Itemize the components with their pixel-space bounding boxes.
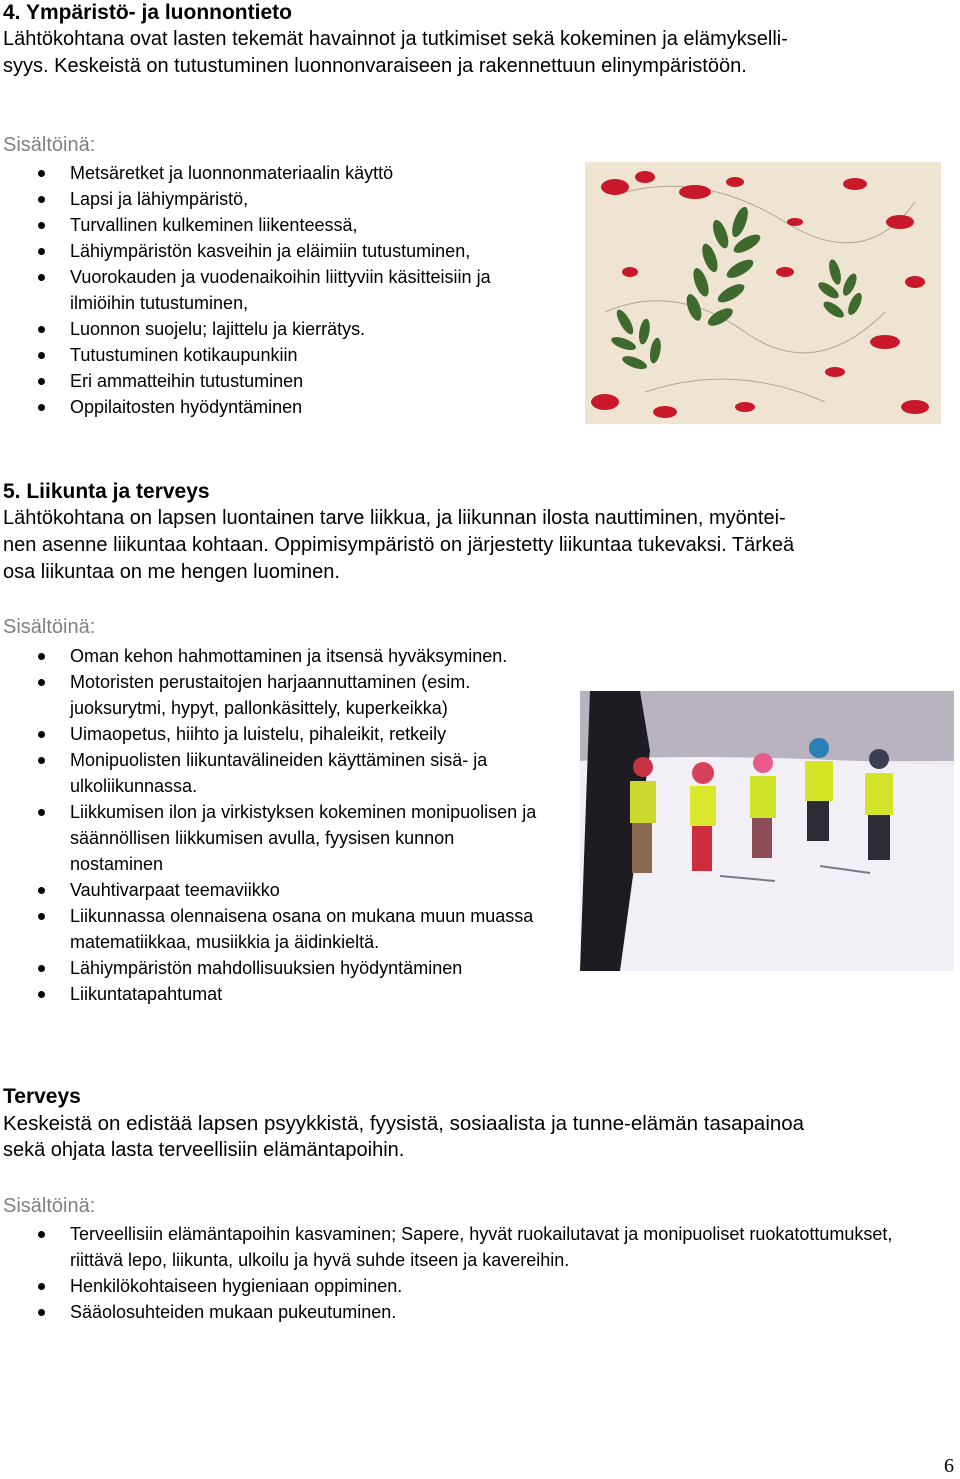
- section4-contents-label: Sisältöinä:: [3, 134, 96, 156]
- list-item: Tutustuminen kotikaupunkiin: [0, 342, 570, 368]
- section-title: Terveys: [3, 1085, 81, 1108]
- list-item: Vauhtivarpaat teemaviikko: [0, 877, 610, 903]
- health-contents-label: Sisältöinä:: [3, 1195, 96, 1217]
- list-item: Liikunnassa olennaisena osana on mukana muun muassa matematiikkaa, musiikkia ja äidinkieltä.: [0, 903, 550, 955]
- page-number: 6: [944, 1455, 954, 1477]
- section-ympäristö: [3, 0, 953, 80]
- intro-line: syys. Keskeistä on tutustuminen luonnonvaraiseen ja rakennettuun elinympäristöön.: [3, 55, 747, 77]
- leaf-artwork-photo: [585, 162, 941, 424]
- list-item: Eri ammatteihin tutustuminen: [0, 368, 570, 394]
- intro-line: Lähtökohtana ovat lasten tekemät havainnot ja tutkimiset sekä kokeminen ja elämykselli-: [3, 28, 788, 50]
- list-item: Metsäretket ja luonnonmateriaalin käyttö: [0, 160, 570, 186]
- list-item: Liikuntatapahtumat: [0, 981, 610, 1007]
- list-item: Oman kehon hahmottaminen ja itsensä hyväksyminen.: [0, 643, 610, 669]
- section5-contents-label: Sisältöinä:: [3, 616, 96, 638]
- list-item: Motoristen perustaitojen harjaannuttaminen (esim. juoksurytmi, hypyt, pallonkäsittely, kuperkeikka): [0, 669, 510, 721]
- section-title: 5. Liikunta ja terveys: [3, 480, 210, 503]
- list-item: Uimaopetus, hiihto ja luistelu, pihaleikit, retkeily: [0, 721, 570, 747]
- intro-line: nen asenne liikuntaa kohtaan. Oppimisympäristö on järjestetty liikuntaa tukevaksi. Tärkeä: [3, 534, 795, 556]
- section-title: 4. Ympäristö- ja luonnontieto: [3, 1, 292, 24]
- list-item: Terveellisiin elämäntapoihin kasvaminen; Sapere, hyvät ruokailutavat ja monipuoliset ruokatottumukset, riittävä lepo, liikunta, ulkoilu ja hyvä suhde itseen ja kavereihin.: [0, 1221, 945, 1273]
- list-item: Turvallinen kulkeminen liikenteessä,: [0, 212, 570, 238]
- list-item: Lähiympäristön kasveihin ja eläimiin tutustuminen,: [0, 238, 570, 264]
- section5-list: [0, 643, 610, 1007]
- intro-line: Lähtökohtana on lapsen luontainen tarve liikkua, ja liikunnan ilosta nauttiminen, myöntei-: [3, 507, 786, 529]
- section4-list: [0, 160, 570, 420]
- list-item: Vuorokauden ja vuodenaikoihin liittyviin käsitteisiin ja ilmiöihin tutustuminen,: [0, 264, 570, 316]
- intro-line: sekä ohjata lasta terveellisiin elämäntapoihin.: [3, 1139, 405, 1161]
- intro-line: Keskeistä on edistää lapsen psyykkistä, fyysistä, sosiaalista ja tunne-elämän tasapainoa: [3, 1112, 805, 1135]
- section-terveys: [3, 1084, 955, 1164]
- list-item: Oppilaitosten hyödyntäminen: [0, 394, 570, 420]
- skiing-children-image: [580, 691, 954, 971]
- health-list: [0, 1221, 945, 1325]
- list-item: Lapsi ja lähiympäristö,: [0, 186, 570, 212]
- leaf-artwork-image: [585, 162, 941, 424]
- list-item: Liikkumisen ilon ja virkistyksen kokeminen monipuolisen ja säännöllisen liikkumisen avulla, fyysisen kunnon nostaminen: [0, 799, 540, 877]
- list-item: Sääolosuhteiden mukaan pukeutuminen.: [0, 1299, 945, 1325]
- list-item: Monipuolisten liikuntavälineiden käyttäminen sisä- ja ulkoliikunnassa.: [0, 747, 510, 799]
- intro-line: osa liikuntaa on me hengen luominen.: [3, 561, 340, 583]
- list-item: Lähiympäristön mahdollisuuksien hyödyntäminen: [0, 955, 610, 981]
- section-liikunta: [3, 479, 953, 586]
- list-item: Luonnon suojelu; lajittelu ja kierrätys.: [0, 316, 570, 342]
- skiing-children-photo: [580, 691, 954, 971]
- list-item: Henkilökohtaiseen hygieniaan oppiminen.: [0, 1273, 945, 1299]
